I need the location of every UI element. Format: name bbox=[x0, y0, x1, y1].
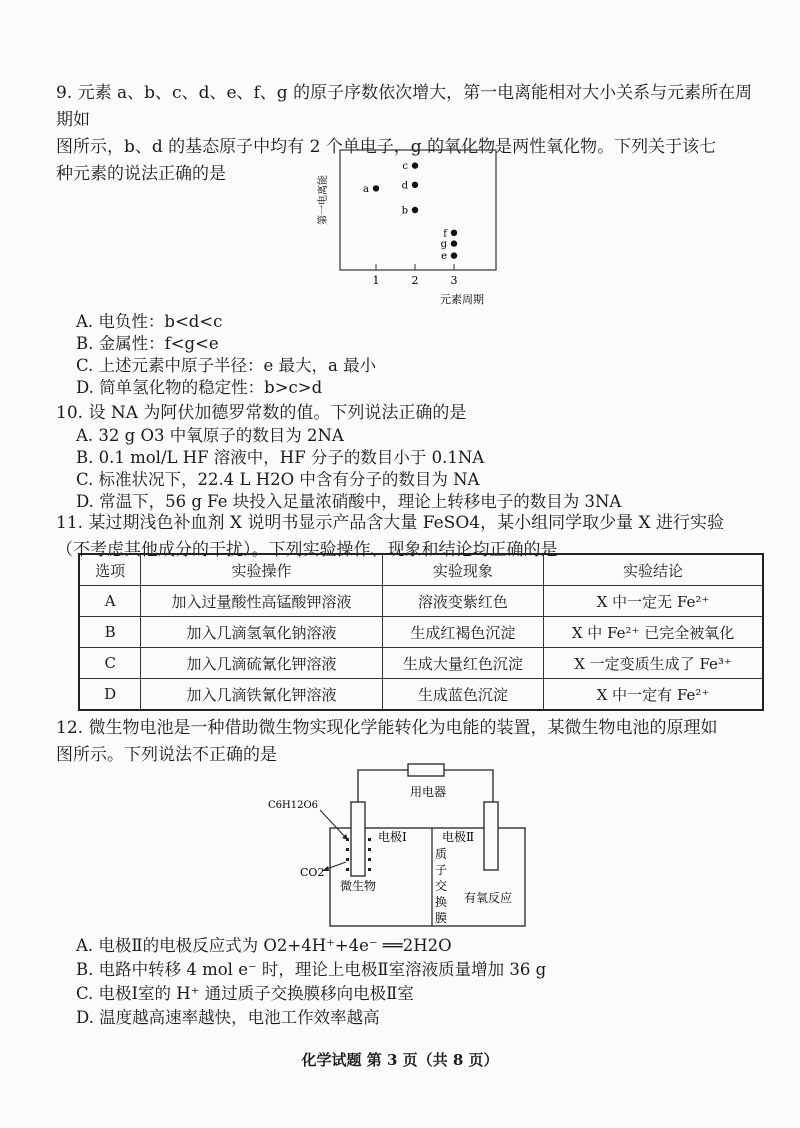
point-label-b: b bbox=[401, 205, 408, 217]
chart-xticks bbox=[373, 264, 458, 287]
membrane-char: 换 bbox=[435, 895, 448, 909]
point-label-f: f bbox=[443, 228, 447, 240]
table-cell: X 中一定有 Fe²⁺ bbox=[544, 679, 763, 711]
point-e bbox=[451, 252, 457, 258]
table-row bbox=[79, 648, 763, 679]
point-label-e: e bbox=[441, 251, 447, 263]
q12-line2: 图所示。下列说法不正确的是 bbox=[56, 745, 277, 765]
membrane-char: 膜 bbox=[435, 911, 448, 925]
table-cell: X 中 Fe²⁺ 已完全被氧化 bbox=[544, 617, 763, 648]
header-cell: 选项 bbox=[79, 554, 141, 586]
x-tick-label: 1 bbox=[372, 274, 380, 287]
table-row bbox=[79, 617, 763, 648]
table-cell: 加入几滴氢氧化钠溶液 bbox=[141, 617, 382, 648]
load-resistor bbox=[408, 764, 444, 776]
q9-option-d: D. 简单氢化物的稳定性：b>c>d bbox=[76, 378, 323, 397]
table-cell: X 中一定无 Fe²⁺ bbox=[544, 586, 763, 617]
table-cell: 加入几滴硫氰化钾溶液 bbox=[141, 648, 382, 679]
table-cell: 溶液变紫红色 bbox=[382, 586, 544, 617]
table-cell: D bbox=[79, 679, 141, 711]
q9-option-c: C. 上述元素中原子半径：e 最大，a 最小 bbox=[76, 356, 377, 375]
electrode-2-label: 电极Ⅱ bbox=[442, 830, 475, 844]
point-label-c: c bbox=[402, 161, 408, 173]
chart-ylabel bbox=[316, 175, 329, 225]
microbial-cell-diagram bbox=[260, 762, 560, 932]
table-cell: A bbox=[79, 586, 141, 617]
point-label-g: g bbox=[440, 239, 447, 251]
point-d bbox=[412, 182, 418, 188]
header-cell: 实验结论 bbox=[544, 554, 763, 586]
aerobic-label: 有氧反应 bbox=[464, 891, 513, 905]
table-cell: 加入几滴铁氰化钾溶液 bbox=[141, 679, 382, 711]
page-footer: 化学试题 第 3 页（共 8 页） bbox=[301, 1051, 499, 1069]
table-cell: 加入过量酸性高锰酸钾溶液 bbox=[141, 586, 382, 617]
q10-option-b: B. 0.1 mol/L HF 溶液中，HF 分子的数目小于 0.1NA bbox=[76, 448, 485, 467]
header-cell: 实验现象 bbox=[382, 554, 544, 586]
q9-option-b: B. 金属性：f<g<e bbox=[76, 334, 219, 353]
table-cell: 生成蓝色沉淀 bbox=[382, 679, 544, 711]
point-label-d: d bbox=[401, 180, 408, 192]
electrode-2 bbox=[484, 802, 498, 870]
glucose-label: C6H12O6 bbox=[268, 800, 319, 811]
q9-line3: 种元素的说法正确的是 bbox=[56, 164, 226, 184]
svg-text:第一电离能: 第一电离能 bbox=[318, 175, 329, 225]
q11-table bbox=[78, 553, 764, 711]
q11-line1: 11. 某过期浅色补血剂 X 说明书显示产品含大量 FeSO4，某小组同学取少量 X 进行实验 bbox=[56, 513, 724, 533]
membrane-char: 子 bbox=[435, 863, 448, 877]
q12-option-c: C. 电极Ⅰ室的 H⁺ 通过质子交换膜移向电极Ⅱ室 bbox=[76, 984, 414, 1003]
electrode-1-label: 电极Ⅰ bbox=[378, 830, 407, 844]
load-label: 用电器 bbox=[409, 785, 447, 799]
q12-stem bbox=[56, 715, 756, 769]
chart-points bbox=[363, 161, 457, 262]
electrode-1 bbox=[351, 802, 365, 876]
membrane-char: 质 bbox=[435, 847, 448, 861]
table-row bbox=[79, 586, 763, 617]
q9-line1: 9. 元素 a、b、c、d、e、f、g 的原子序数依次增大，第一电离能相对大小关系与元素所在周期如 bbox=[56, 83, 753, 130]
q12-option-a: A. 电极Ⅱ的电极反应式为 O2+4H⁺+4e⁻ ══2H2O bbox=[76, 936, 452, 955]
q12-line1: 12. 微生物电池是一种借助微生物实现化学能转化为电能的装置，某微生物电池的原理如 bbox=[56, 718, 718, 738]
point-b bbox=[412, 207, 418, 213]
q10-option-c: C. 标准状况下，22.4 L H2O 中含有分子的数目为 NA bbox=[76, 470, 480, 489]
glucose-arrow bbox=[320, 810, 348, 840]
co2-label: CO2 bbox=[300, 866, 325, 879]
x-tick-label: 3 bbox=[450, 274, 458, 287]
q11-line2: （不考虑其他成分的干扰）。下列实验操作、现象和结论均正确的是 bbox=[56, 540, 558, 560]
point-a bbox=[373, 185, 379, 191]
ionization-energy-chart bbox=[310, 148, 500, 313]
table-cell: 生成大量红色沉淀 bbox=[382, 648, 544, 679]
table-cell: B bbox=[79, 617, 141, 648]
microbe-label: 微生物 bbox=[340, 879, 377, 893]
point-f bbox=[451, 230, 457, 236]
q10-option-d: D. 常温下，56 g Fe 块投入足量浓硝酸中，理论上转移电子的数目为 3NA bbox=[76, 492, 622, 511]
q10-stem: 10. 设 NA 为阿伏加德罗常数的值。下列说法正确的是 bbox=[56, 403, 467, 423]
table-cell: X 一定变质生成了 Fe³⁺ bbox=[544, 648, 763, 679]
chart-xlabel: 元素周期 bbox=[440, 293, 484, 306]
point-label-a: a bbox=[363, 183, 369, 195]
membrane-char: 交 bbox=[435, 879, 448, 893]
q12-option-d: D. 温度越高速率越快，电池工作效率越高 bbox=[76, 1008, 380, 1027]
table-cell: 生成红褐色沉淀 bbox=[382, 617, 544, 648]
q9-line2: 图所示，b、d 的基态原子中均有 2 个单电子，g 的氧化物是两性氧化物。下列关于该七 bbox=[56, 137, 717, 157]
table-cell: C bbox=[79, 648, 141, 679]
table-row bbox=[79, 679, 763, 711]
point-g bbox=[451, 240, 457, 246]
q12-option-b: B. 电路中转移 4 mol e⁻ 时，理论上电极Ⅱ室溶液质量增加 36 g bbox=[76, 960, 547, 979]
x-tick-label: 2 bbox=[411, 274, 419, 287]
header-cell: 实验操作 bbox=[141, 554, 382, 586]
point-c bbox=[412, 162, 418, 168]
table-header-row bbox=[79, 554, 763, 586]
q10-option-a: A. 32 g O3 中氧原子的数目为 2NA bbox=[76, 426, 344, 445]
q9-option-a: A. 电负性：b<d<c bbox=[76, 312, 223, 331]
